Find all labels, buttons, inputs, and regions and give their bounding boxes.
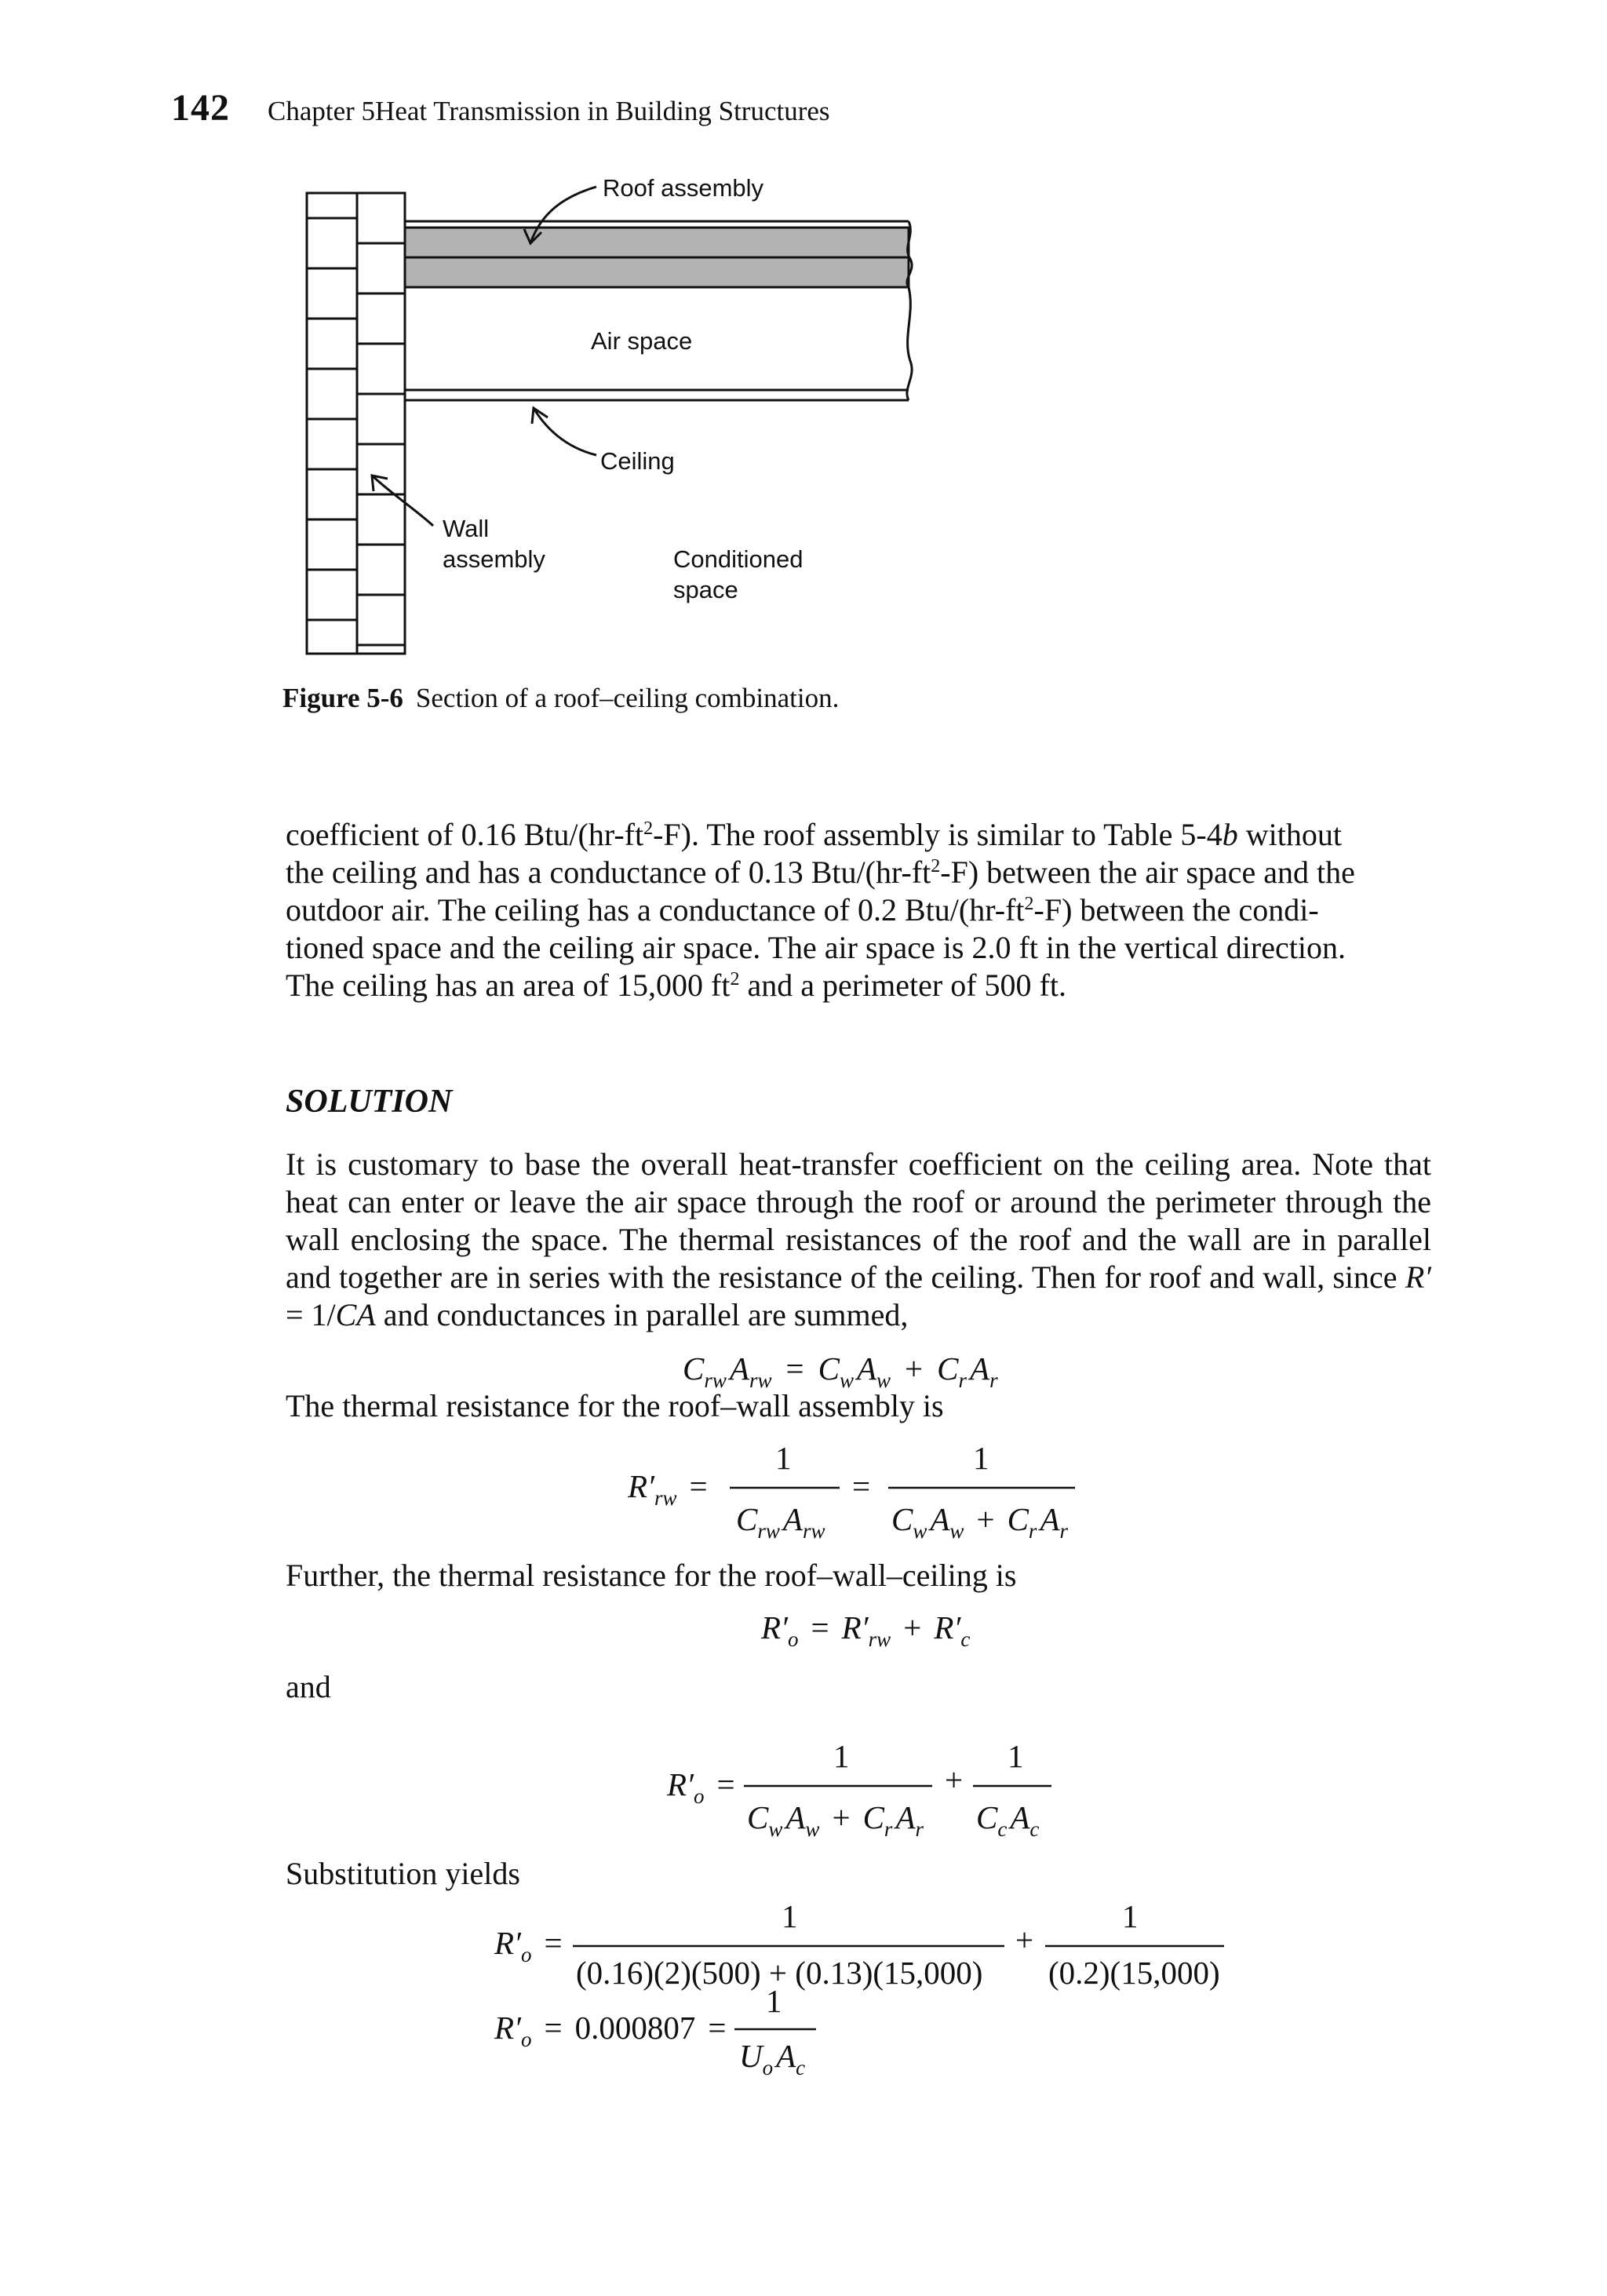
svg-text:1: 1 <box>766 1983 782 2019</box>
svg-text:R′o=R′rw+R′c: $R'_o = R'_{rw} + R'_c$ <box>761 1609 971 1651</box>
svg-text:CcAc: $C_cA_c$ <box>976 1799 1040 1841</box>
svg-text:1: 1 <box>782 1899 798 1934</box>
equation-series-resistance <box>753 1601 1004 1664</box>
text-substitution-yields: Substitution yields <box>286 1856 520 1891</box>
air-space-label: Air space <box>591 327 693 355</box>
svg-text:+: + <box>945 1762 964 1798</box>
roof-assembly-layers <box>405 221 912 400</box>
wall-label-2: assembly <box>443 545 545 573</box>
svg-text:UoAc: $U_oA_c$ <box>739 2038 806 2079</box>
problem-line: outdoor air. The ceiling has a conductance of 0.2 Btu/$(hr-ft^2-F)$ between the condi- <box>286 892 1319 928</box>
solution-paragraph: It is customary to base the overall heat-transfer coefficient on the ceiling area. Note that heat can enter or leave the air space through the roof or around the perimeter through the wall enclosing the space. The thermal resistances of the roof and the wall are in parallel and together are in series with the resistance of the ceiling. Then for roof and wall, since R′ = 1/CA and conductances in parallel are summed, <box>286 1146 1431 1332</box>
equation-substitution <box>486 1899 1240 2103</box>
solution-heading: SOLUTION <box>286 1084 453 1120</box>
svg-text:CrwArw=CwAw+CrAr: $C_{rw}A_{rw} = C_wA_w + C_rA_r$ <box>683 1350 998 1392</box>
wall-assembly-bricks <box>307 193 405 654</box>
page-number: 142 <box>171 87 230 129</box>
svg-text:1: 1 <box>1122 1899 1139 1934</box>
chapter-label: Chapter 5 <box>268 96 376 126</box>
chapter-title: Heat Transmission in Building Structures <box>375 96 830 126</box>
conditioned-space-label-2: space <box>673 576 738 603</box>
figure-caption <box>282 683 839 714</box>
problem-line: tioned space and the ceiling air space. The air space is 2.0 ft in the vertical direction. <box>286 930 1346 965</box>
roof-ceiling-figure <box>0 0 1607 706</box>
svg-text:(0.2)(15,000): (0.2)(15,000) <box>1048 1955 1220 1991</box>
equation-roof-wall-resistance <box>620 1436 1106 1554</box>
problem-paragraph <box>286 816 1431 1004</box>
figure-caption-text: Section of a roof–ceiling combination. <box>415 683 840 713</box>
svg-text:R′o=0.000807=: $R'_o = 0.000807$ = <box>494 2010 727 2051</box>
conditioned-space-label: Conditioned <box>673 545 804 573</box>
svg-text:CwAw+CrAr: $C_wA_w + C_rA_r$ <box>747 1799 924 1841</box>
svg-text:1: 1 <box>833 1738 850 1774</box>
svg-text:=: = <box>852 1468 871 1504</box>
text-and: and <box>286 1669 331 1704</box>
svg-text:(0.16)(2)(500) + (0.13)(15,000: (0.16)(2)(500) + (0.13)(15,000) <box>576 1955 983 1991</box>
svg-text:1: 1 <box>775 1440 792 1476</box>
text-roof-wall-ceiling-resistance: Further, the thermal resistance for the roof–wall–ceiling is <box>286 1558 1017 1593</box>
svg-text:R′rw=: $R'_{rw}$ = <box>628 1468 708 1510</box>
svg-text:+: + <box>1015 1922 1034 1958</box>
svg-text:CrwArw: $C_{rw}A_{rw}$ <box>736 1501 825 1543</box>
ceiling-layer <box>405 390 909 400</box>
equation-overall-resistance <box>659 1734 1067 1852</box>
svg-text:1: 1 <box>973 1440 989 1476</box>
svg-text:R′o=: $R'_o$ = <box>667 1766 735 1808</box>
problem-line: The ceiling has an area of 15,000 $ft^2$ and a perimeter of 500 ft. <box>286 968 1066 1003</box>
figure-caption-label: Figure 5-6 <box>282 683 403 713</box>
ceiling-label: Ceiling <box>600 447 675 475</box>
wall-label: Wall <box>443 515 490 542</box>
svg-text:R′o=: $R'_o$ = <box>494 1925 563 1966</box>
svg-text:1: 1 <box>1008 1738 1024 1774</box>
problem-line: coefficient of 0.16 Btu/$(hr-ft^2-F)$. The roof assembly is similar to Table 5-4b without <box>286 817 1342 852</box>
text-roof-wall-resistance: The thermal resistance for the roof–wall assembly is <box>286 1388 944 1423</box>
problem-line: the ceiling and has a conductance of 0.13 Btu/$(hr-ft^2-F)$ between the air space and the <box>286 855 1355 890</box>
svg-text:CwAw+CrAr: $C_wA_w + C_rA_r$ <box>891 1501 1068 1543</box>
roof-assembly-label: Roof assembly <box>603 174 764 202</box>
